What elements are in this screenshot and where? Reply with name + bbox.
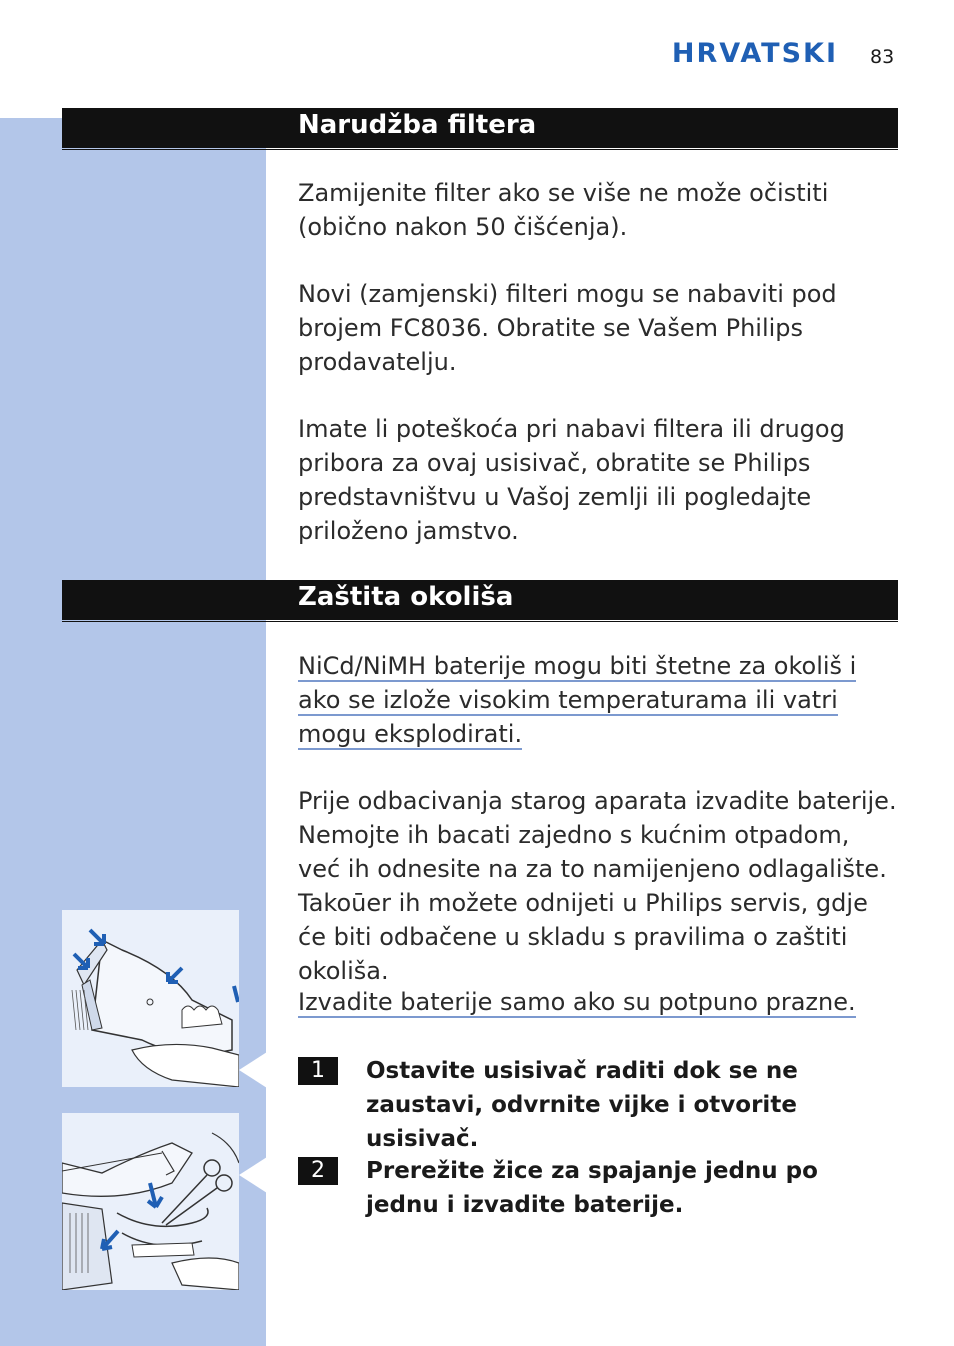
vacuum-open-icon bbox=[62, 910, 239, 1087]
language-label: HRVATSKI bbox=[671, 38, 838, 69]
warning-line: NiCd/NiMH baterije mogu biti štetne za okoliš i bbox=[298, 652, 857, 680]
section-rule bbox=[62, 149, 898, 150]
warning-paragraph bbox=[298, 649, 888, 751]
section-header-filter-order bbox=[62, 108, 898, 148]
note-paragraph bbox=[298, 985, 888, 1019]
illustration-pointer bbox=[239, 1157, 267, 1193]
step-number: 2 bbox=[298, 1157, 338, 1185]
paragraph: Prije odbacivanja starog aparata izvadite baterije. Nemojte ih bacati zajedno s kućnim otpadom, već ih odnesite na za to namijenjeno odlagalište. Takoūer ih možete odnijeti u Philips servis, gdje će biti odbačene u skladu s pravilima o zaštiti okoliša. bbox=[298, 787, 897, 985]
section-rule bbox=[62, 621, 898, 622]
illustration-pointer bbox=[239, 1052, 267, 1088]
section-title: Zaštita okoliša bbox=[298, 582, 514, 612]
vacuum-open-screws-illustration bbox=[62, 910, 239, 1087]
warning-line: ako se izlože visokim temperaturama ili vatri bbox=[298, 686, 838, 714]
cut-battery-wires-illustration bbox=[62, 1113, 239, 1290]
note-text: Izvadite baterije samo ako su potpuno prazne. bbox=[298, 988, 856, 1016]
step-number: 1 bbox=[298, 1057, 338, 1085]
paragraph: Novi (zamjenski) filteri mogu se nabaviti pod brojem FC8036. Obratite se Vašem Philips prodavatelju. bbox=[298, 280, 837, 376]
scissors-wires-icon bbox=[62, 1113, 239, 1290]
step-text: Ostavite usisivač raditi dok se ne zaustavi, odvrnite vijke i otvorite usisivač. bbox=[366, 1058, 798, 1152]
warning-line: mogu eksplodirati. bbox=[298, 720, 523, 748]
section-title: Narudžba filtera bbox=[298, 110, 537, 140]
page-number: 83 bbox=[870, 46, 895, 68]
paragraph: Imate li poteškoća pri nabavi filtera ili drugog pribora za ovaj usisivač, obratite se Philips predstavništvu u Vašoj zemlji ili pogledajte priloženo jamstvo. bbox=[298, 415, 845, 545]
section-header-environment bbox=[62, 580, 898, 620]
step-text: Prerežite žice za spajanje jednu po jednu i izvadite baterije. bbox=[366, 1158, 818, 1218]
paragraph: Zamijenite filter ako se više ne može očistiti (obično nakon 50 čišćenja). bbox=[298, 179, 829, 241]
